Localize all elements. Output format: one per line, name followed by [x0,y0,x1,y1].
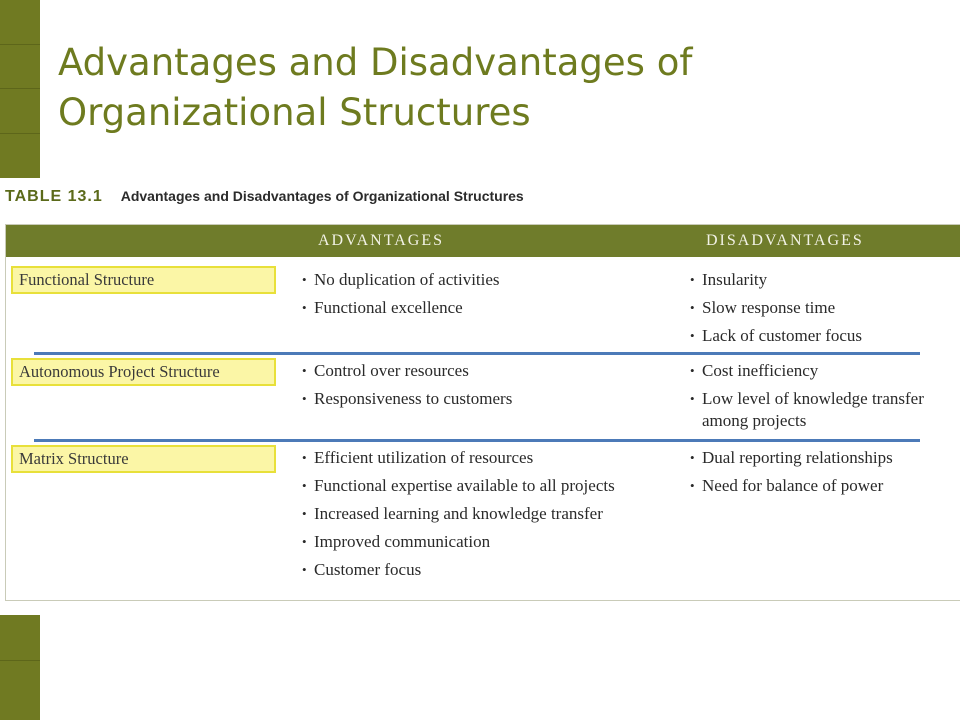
disadvantage-item: • Need for balance of power [690,475,960,497]
row-label-functional: Functional Structure [11,266,276,294]
disadvantages-list-autonomous-project [690,360,960,438]
advantage-item: • No duplication of activities [302,269,682,291]
advantages-column-header: ADVANTAGES [318,232,444,249]
table-caption-text: Advantages and Disadvantages of Organizational Structures [120,188,524,204]
left-accent-bar-bottom [0,615,40,720]
disadvantage-item: • Cost inefficiency [690,360,960,382]
advantage-item: • Customer focus [302,559,682,581]
disadvantage-item: • Lack of customer focus [690,325,960,347]
disadvantage-item: • Dual reporting relationships [690,447,960,469]
row-label-autonomous-project: Autonomous Project Structure [11,358,276,386]
table-header-band [6,225,960,257]
table-row-matrix [6,443,960,593]
row-divider [34,439,920,442]
accent-bar-segment [0,88,40,89]
left-accent-bar-top [0,0,40,178]
advantage-item: • Improved communication [302,531,682,553]
row-label-matrix: Matrix Structure [11,445,276,473]
disadvantage-item: • Slow response time [690,297,960,319]
advantages-list-matrix [302,447,682,587]
advantage-item: • Responsiveness to customers [302,388,682,410]
table-caption [5,188,524,206]
advantage-item: • Control over resources [302,360,682,382]
row-divider [34,352,920,355]
disadvantages-list-functional [690,269,960,353]
table-number: TABLE 13.1 [5,188,103,205]
advantage-item: • Functional expertise available to all projects [302,475,682,497]
accent-bar-segment [0,44,40,45]
disadvantages-list-matrix [690,447,960,503]
slide-title: Advantages and Disadvantages of Organizational Structures [58,41,693,134]
accent-bar-segment [0,660,40,661]
disadvantage-item: • Insularity [690,269,960,291]
advantage-item: • Efficient utilization of resources [302,447,682,469]
accent-bar-segment [0,133,40,134]
advantage-item: • Increased learning and knowledge transfer [302,503,682,525]
disadvantage-item: • Low level of knowledge transfer among projects [690,388,960,432]
table-row-functional [6,264,960,350]
advantages-list-functional [302,269,682,325]
advantages-list-autonomous-project [302,360,682,416]
table-row-autonomous-project [6,356,960,438]
structures-table [5,224,960,601]
disadvantages-column-header: DISADVANTAGES [706,232,864,249]
advantage-item: • Functional excellence [302,297,682,319]
